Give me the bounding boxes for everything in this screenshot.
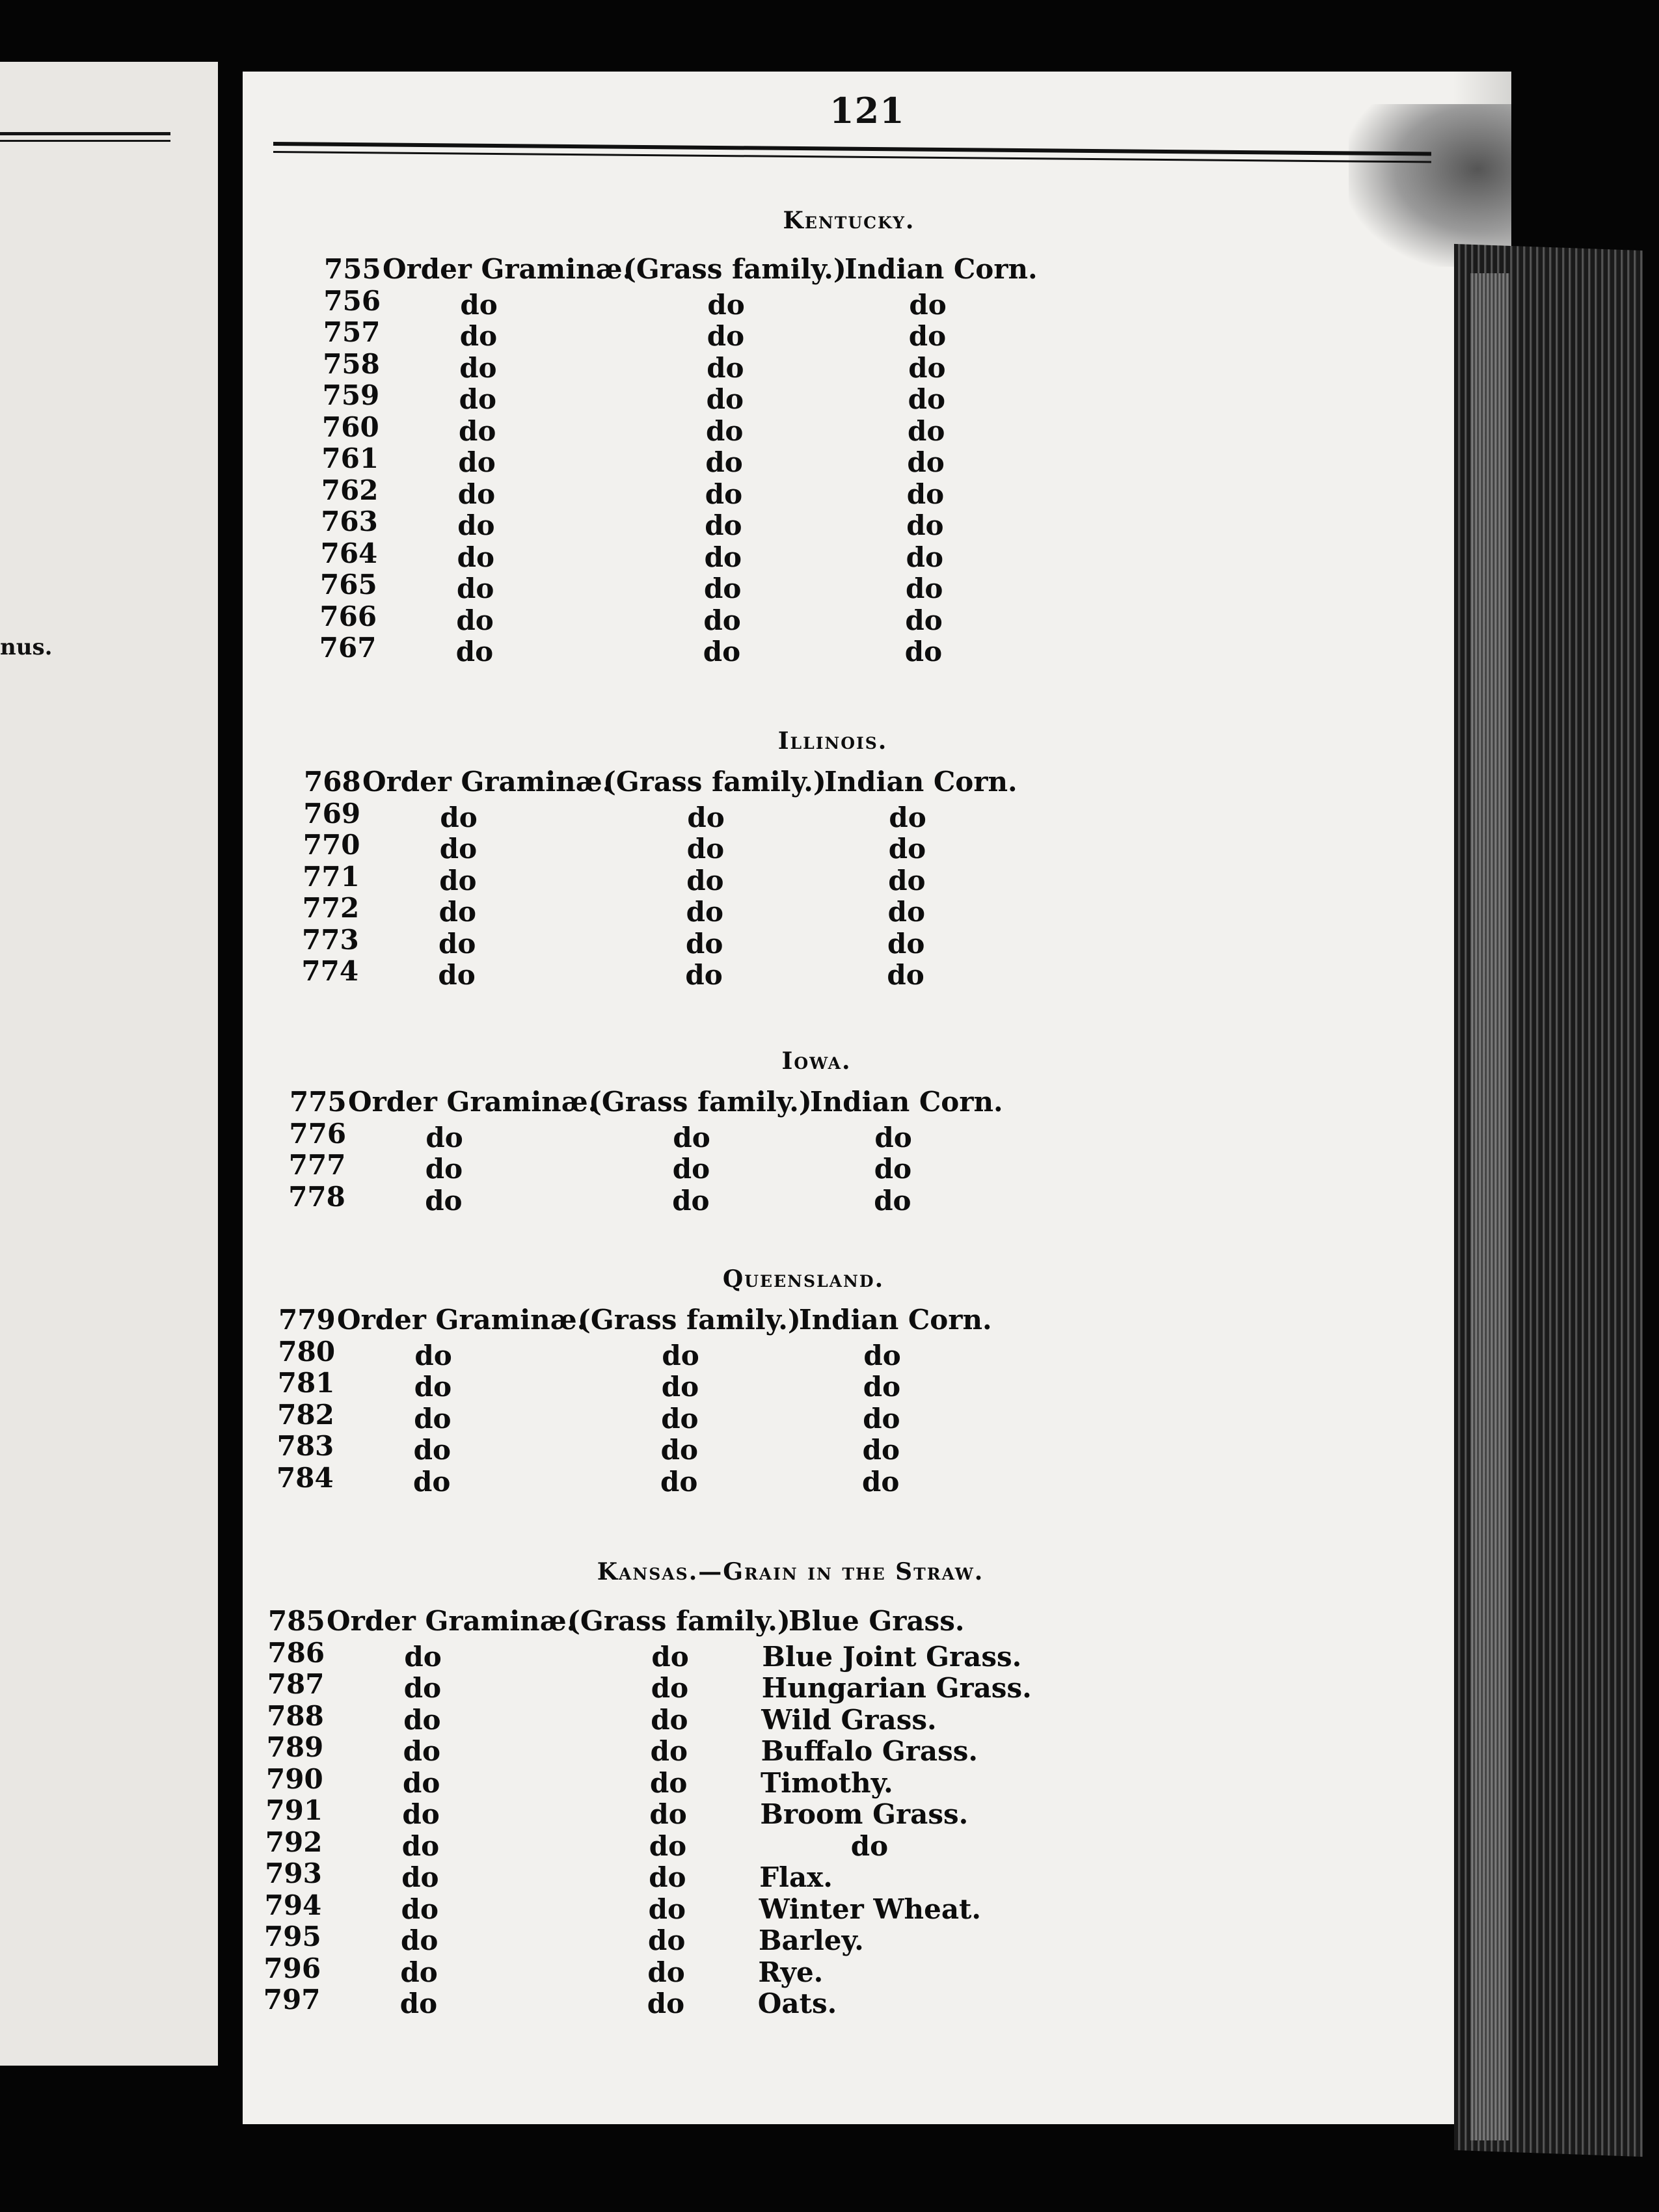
entry-name: do xyxy=(888,864,926,897)
entry-family: do xyxy=(650,1766,688,1799)
entry-family: do xyxy=(705,478,743,510)
entry-family: do xyxy=(707,288,745,321)
entry-order: do xyxy=(413,1465,451,1498)
entry-order: do xyxy=(459,414,496,447)
entry-name: Indian Corn. xyxy=(824,766,1018,798)
entry-family: do xyxy=(672,1153,710,1185)
entry-family: (Grass family.) xyxy=(603,766,826,798)
entry-order: do xyxy=(458,446,496,478)
entry-name: Rye. xyxy=(758,1956,824,1988)
entry-family: (Grass family.) xyxy=(623,253,846,285)
entry-order: do xyxy=(403,1735,440,1767)
entry-num: 783 xyxy=(276,1430,334,1462)
entry-name: Flax. xyxy=(759,1861,833,1893)
entry-order: do xyxy=(414,1371,452,1403)
entry-name: Barley. xyxy=(759,1924,864,1956)
entry-num: 775 xyxy=(290,1086,347,1118)
entry-order: do xyxy=(414,1402,452,1435)
entry-num: 795 xyxy=(264,1921,321,1952)
entry-family: do xyxy=(704,541,742,573)
entry-family: do xyxy=(686,896,723,928)
entry-order: do xyxy=(457,541,494,573)
entry-order: do xyxy=(438,959,476,991)
entry-num: 790 xyxy=(266,1762,323,1795)
entry-family: do xyxy=(707,351,744,384)
entry-order: do xyxy=(401,1861,439,1893)
entry-num: 768 xyxy=(304,766,361,798)
entry-name: Indian Corn. xyxy=(844,253,1038,285)
entry-order: do xyxy=(402,1798,440,1830)
entry-order: do xyxy=(404,1640,442,1673)
entry-family: do xyxy=(650,1735,688,1767)
entry-name: do xyxy=(863,1339,901,1371)
entry-num: 794 xyxy=(264,1889,322,1921)
entry-num: 756 xyxy=(323,284,381,317)
entry-name: do xyxy=(908,351,946,384)
entry-name: do xyxy=(904,636,943,668)
entry-num: 770 xyxy=(303,829,360,861)
entry-order: Order Graminæ. xyxy=(362,766,612,798)
entry-num: 787 xyxy=(267,1668,325,1700)
entry-num: 757 xyxy=(323,316,381,348)
entry-num: 788 xyxy=(267,1699,324,1732)
left-page-text: nus. xyxy=(0,634,53,660)
entry-family: do xyxy=(704,573,742,604)
entry-family: do xyxy=(649,1798,687,1830)
entry-name: Timothy. xyxy=(761,1766,893,1799)
entry-order: do xyxy=(459,320,498,352)
entry-name: Blue Grass. xyxy=(789,1605,965,1637)
entry-num: 755 xyxy=(324,253,381,285)
entry-name: Wild Grass. xyxy=(761,1703,937,1736)
entry-order: Order Graminæ. xyxy=(383,253,632,285)
entry-order: do xyxy=(440,801,478,833)
entry-order: do xyxy=(439,864,477,897)
entry-family: do xyxy=(686,864,724,897)
entry-family: do xyxy=(649,1861,686,1893)
entry-num: 797 xyxy=(263,1984,321,2016)
entry-family: do xyxy=(660,1434,698,1466)
entry-name: do xyxy=(909,288,947,321)
entry-num: 785 xyxy=(268,1605,325,1637)
entry-family: do xyxy=(685,959,723,991)
entry-name: Hungarian Grass. xyxy=(761,1672,1032,1704)
entry-order: Order Graminæ. xyxy=(327,1605,576,1637)
entry-name: do xyxy=(906,478,945,510)
entry-name: do xyxy=(906,573,943,604)
entry-num: 758 xyxy=(323,347,380,380)
entry-order: do xyxy=(438,927,476,960)
entry-family: do xyxy=(648,1924,686,1956)
entry-family: do xyxy=(703,636,741,668)
entry-num: 763 xyxy=(321,506,378,537)
entry-order: do xyxy=(425,1153,463,1185)
entry-order: do xyxy=(456,604,494,636)
entry-num: 791 xyxy=(265,1794,323,1826)
entry-num: 776 xyxy=(289,1117,347,1150)
section-title: Iowa. xyxy=(781,1047,852,1075)
entry-order: do xyxy=(413,1434,451,1466)
entry-name: do xyxy=(874,1121,912,1153)
entry-family: do xyxy=(651,1703,688,1736)
entry-num: 760 xyxy=(322,411,379,443)
entry-order: do xyxy=(459,383,496,415)
entry-num: 769 xyxy=(303,797,361,830)
entry-name: Broom Grass. xyxy=(760,1798,969,1830)
entry-family: do xyxy=(706,414,744,447)
entry-order: do xyxy=(403,1672,442,1704)
entry-order: do xyxy=(457,573,494,604)
entry-order: do xyxy=(438,896,476,928)
entry-family: (Grass family.) xyxy=(567,1605,790,1637)
entry-family: do xyxy=(673,1121,710,1153)
entry-family: do xyxy=(687,801,725,833)
entry-name: do xyxy=(874,1184,911,1217)
entry-num: 767 xyxy=(319,632,377,664)
entry-name: do xyxy=(862,1434,900,1466)
entry-num: 777 xyxy=(288,1149,346,1181)
entry-order: do xyxy=(425,1121,463,1153)
entry-family: do xyxy=(705,509,742,541)
entry-family: do xyxy=(662,1339,699,1371)
entry-num: 762 xyxy=(321,474,379,506)
entry-family: do xyxy=(705,446,743,478)
entry-family: do xyxy=(706,383,744,415)
entry-family: do xyxy=(660,1465,698,1498)
entry-name: do xyxy=(850,1829,889,1862)
entry-name: do xyxy=(906,509,944,541)
entry-name: Indian Corn. xyxy=(810,1086,1003,1118)
entry-name: do xyxy=(863,1402,900,1435)
entry-name: do xyxy=(862,1465,900,1498)
entry-name: do xyxy=(908,320,947,352)
entry-order: do xyxy=(455,636,494,668)
entry-family: do xyxy=(647,1988,685,2019)
entry-family: do xyxy=(661,1371,699,1403)
entry-num: 772 xyxy=(302,892,360,924)
entry-family: do xyxy=(661,1402,699,1435)
entry-family: do xyxy=(648,1893,686,1925)
entry-order: do xyxy=(400,1956,438,1988)
entry-order: do xyxy=(457,478,496,510)
entry-family: do xyxy=(651,1640,689,1673)
entry-order: do xyxy=(401,1893,438,1925)
entry-family: do xyxy=(649,1829,687,1862)
entry-family: (Grass family.) xyxy=(589,1086,812,1118)
entry-order: do xyxy=(399,1988,438,2019)
section-title: Kentucky. xyxy=(783,207,915,234)
entry-order: do xyxy=(401,1924,438,1956)
entry-name: Blue Joint Grass. xyxy=(762,1640,1022,1673)
entry-family: do xyxy=(707,320,745,352)
entry-order: do xyxy=(457,509,495,541)
entry-num: 778 xyxy=(288,1180,345,1213)
entry-order: Order Graminæ. xyxy=(337,1304,587,1336)
entry-family: do xyxy=(647,1956,685,1988)
entry-name: do xyxy=(907,446,945,478)
entry-num: 796 xyxy=(263,1952,321,1984)
entry-num: 786 xyxy=(267,1636,325,1669)
page-number: 121 xyxy=(830,90,905,131)
entry-num: 764 xyxy=(320,537,378,569)
entry-num: 766 xyxy=(319,600,377,632)
entry-num: 792 xyxy=(265,1826,323,1858)
entry-order: do xyxy=(460,288,498,321)
entry-name: do xyxy=(874,1153,912,1185)
entry-family: do xyxy=(651,1672,689,1704)
section-title: Queensland. xyxy=(722,1265,885,1293)
section-title: Illinois. xyxy=(777,727,888,755)
entry-num: 759 xyxy=(322,379,380,411)
entry-name: do xyxy=(889,801,926,833)
entry-name: do xyxy=(888,833,926,865)
entry-family: do xyxy=(672,1184,710,1217)
entry-num: 771 xyxy=(303,860,360,893)
entry-name: Indian Corn. xyxy=(799,1304,992,1336)
entry-num: 780 xyxy=(278,1335,336,1368)
entry-name: do xyxy=(905,604,943,636)
entry-num: 782 xyxy=(277,1398,334,1431)
entry-order: do xyxy=(401,1829,440,1862)
entry-family: do xyxy=(686,927,723,960)
entry-num: 784 xyxy=(276,1461,334,1494)
entry-name: Winter Wheat. xyxy=(759,1893,982,1925)
entry-order: do xyxy=(425,1184,463,1217)
entry-order: do xyxy=(459,351,497,384)
entry-num: 761 xyxy=(321,442,379,474)
entry-name: do xyxy=(887,927,925,960)
entry-num: 781 xyxy=(277,1367,335,1399)
entry-num: 765 xyxy=(320,569,377,600)
entry-num: 793 xyxy=(265,1857,322,1889)
section-title: Kansas.—Grain in the Straw. xyxy=(597,1558,984,1585)
entry-family: do xyxy=(686,833,725,865)
entry-order: do xyxy=(414,1339,452,1371)
entry-name: do xyxy=(908,383,945,415)
entry-order: do xyxy=(403,1703,441,1736)
entry-name: do xyxy=(908,414,945,447)
entry-order: Order Graminæ. xyxy=(348,1086,598,1118)
entry-order: do xyxy=(439,833,478,865)
entry-family: do xyxy=(703,604,741,636)
entry-name: Buffalo Grass. xyxy=(761,1735,978,1767)
entry-name: do xyxy=(887,896,925,928)
entry-family: (Grass family.) xyxy=(578,1304,801,1336)
entry-num: 779 xyxy=(278,1304,336,1336)
entry-name: do xyxy=(906,541,943,573)
entry-num: 773 xyxy=(302,923,359,956)
entry-num: 789 xyxy=(266,1731,324,1763)
entry-num: 774 xyxy=(301,955,359,987)
entry-name: do xyxy=(887,959,924,991)
entry-name: Oats. xyxy=(757,1988,837,2019)
entry-order: do xyxy=(403,1766,440,1799)
entry-name: do xyxy=(863,1371,901,1403)
